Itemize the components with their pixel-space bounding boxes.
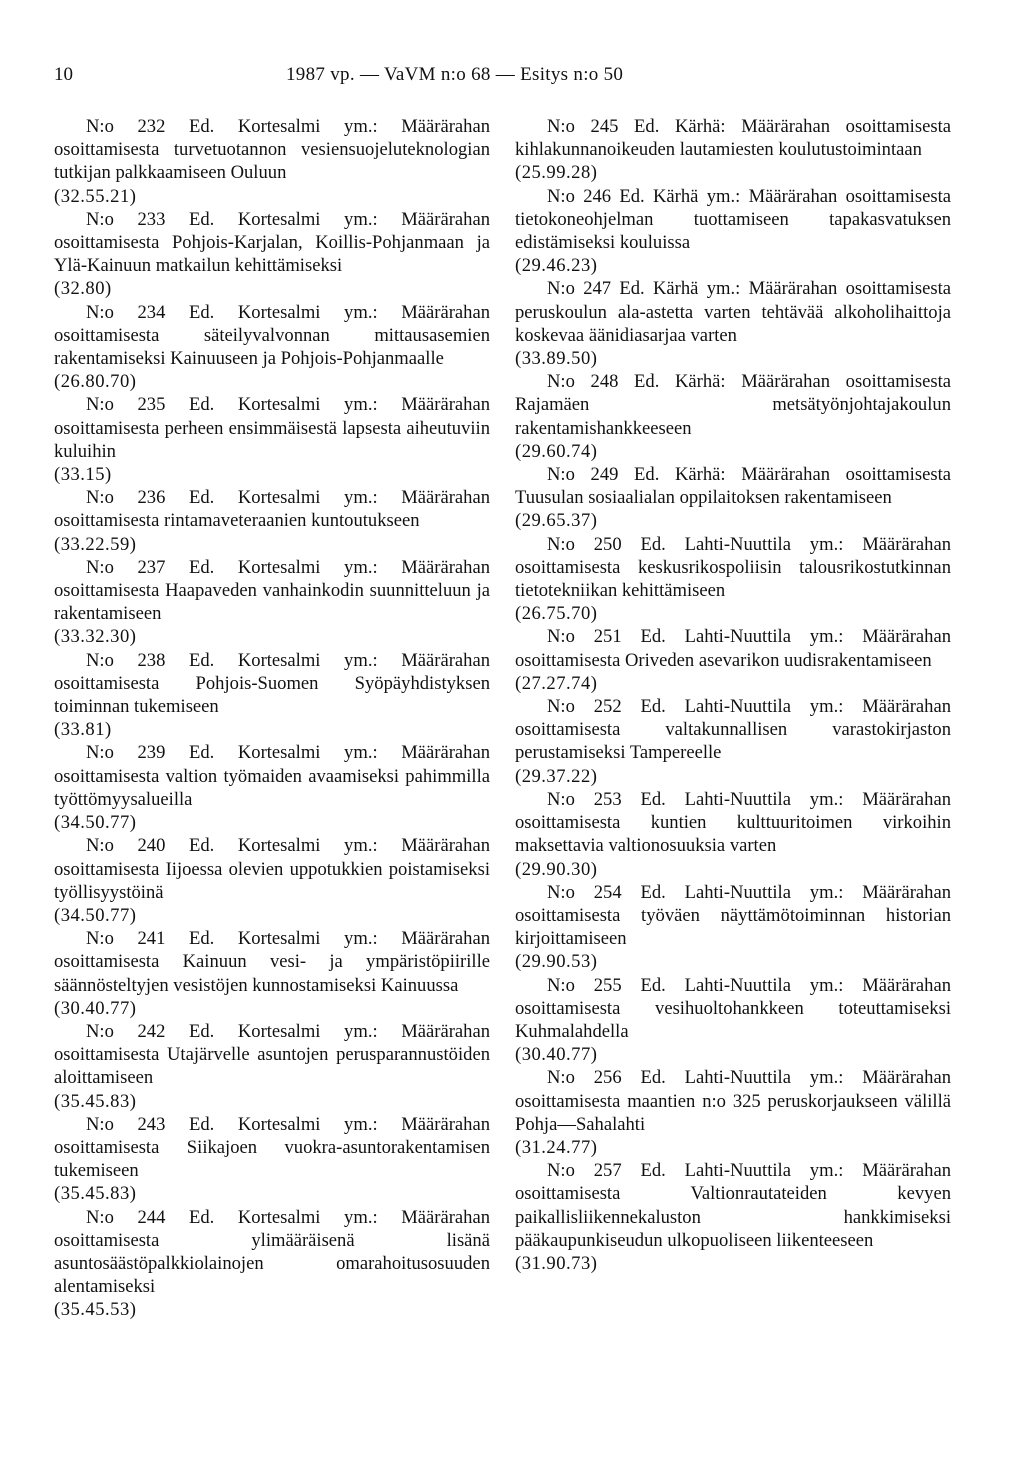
motion-text: N:o 252 Ed. Lahti-Nuuttila ym.: Määrärahan osoittamisesta valtakunnallisen varastokirjaston perustamiseksi Tampereelle [515, 696, 951, 764]
budget-code: (35.45.83) [54, 1090, 137, 1112]
budget-code: (31.90.73) [515, 1252, 598, 1274]
motion-entry [54, 486, 490, 556]
motion-text: N:o 233 Ed. Kortesalmi ym.: Määrärahan osoittamisesta Pohjois-Karjalan, Koillis-Pohjanmaan ja Ylä-Kainuun matkailun kehittämiseksi [54, 208, 490, 277]
motion-entry [54, 1206, 490, 1322]
running-title: 1987 vp. — VaVM n:o 68 — Esitys n:o 50 [286, 64, 624, 85]
motion-text: N:o 240 Ed. Kortesalmi ym.: Määrärahan osoittamisesta Iijoessa olevien uppotukkien poistamiseksi työllisyystöinä [54, 835, 490, 903]
motion-entry [515, 695, 951, 788]
motion-text: N:o 253 Ed. Lahti-Nuuttila ym.: Määrärahan osoittamisesta kuntien kulttuuritoimen virkoihin maksettavia valtionosuuksia varten [515, 788, 951, 857]
motion-text: N:o 250 Ed. Lahti-Nuuttila ym.: Määrärahan osoittamisesta keskusrikospoliisin talousrikostutkinnan tietotekniikan kehittämiseen [515, 533, 951, 602]
motion-text: N:o 243 Ed. Kortesalmi ym.: Määrärahan osoittamisesta Siikajoen vuokra-asuntorakentamisen tukemiseen [54, 1113, 490, 1182]
budget-code: (26.75.70) [515, 603, 598, 625]
motion-entry [515, 370, 951, 463]
budget-code: (29.90.30) [515, 858, 598, 880]
motion-text: N:o 257 Ed. Lahti-Nuuttila ym.: Määrärahan osoittamisesta Valtionrautateiden kevyen paikallisliikennekaluston hankkimiseksi pääkaupunkiseudun ulkopuoliseen liikenteeseen [515, 1160, 951, 1251]
motion-text: N:o 239 Ed. Kortesalmi ym.: Määrärahan osoittamisesta valtion työmaiden avaamiseksi pahimmilla työttömyysalueilla [54, 742, 490, 810]
budget-code: (25.99.28) [515, 162, 598, 184]
motion-entry [515, 881, 951, 974]
motion-text: N:o 242 Ed. Kortesalmi ym.: Määrärahan osoittamisesta Utajärvelle asuntojen perusparannustöiden aloittamiseen [54, 1020, 490, 1089]
motion-entry [54, 834, 490, 927]
motion-entry [54, 115, 490, 208]
motion-text: N:o 256 Ed. Lahti-Nuuttila ym.: Määrärahan osoittamisesta maantien n:o 325 peruskorjaukseen välillä Pohja—Sahalahti [515, 1067, 951, 1135]
motion-entry [515, 1159, 951, 1275]
motion-entry [515, 974, 951, 1067]
budget-code: (33.32.30) [54, 626, 137, 648]
motion-entry [54, 393, 490, 486]
budget-code: (29.37.22) [515, 765, 598, 787]
motion-entry [54, 208, 490, 301]
motion-entry [515, 1066, 951, 1159]
motion-entry [515, 185, 951, 278]
motion-entry [515, 115, 951, 185]
budget-code: (32.80) [54, 278, 112, 300]
budget-code: (32.55.21) [54, 185, 137, 207]
motion-text: N:o 235 Ed. Kortesalmi ym.: Määrärahan osoittamisesta perheen ensimmäisestä lapsesta aiheutuviin kuluihin [54, 394, 490, 462]
budget-code: (29.46.23) [515, 255, 598, 277]
left-column [54, 115, 490, 1322]
motion-entry [515, 625, 951, 695]
budget-code: (29.60.74) [515, 440, 598, 462]
budget-code: (34.50.77) [54, 812, 137, 834]
budget-code: (31.24.77) [515, 1136, 598, 1158]
motion-entry [54, 927, 490, 1020]
motion-entry [54, 1113, 490, 1206]
motion-entry [54, 741, 490, 834]
budget-code: (30.40.77) [54, 997, 137, 1019]
motion-text: N:o 254 Ed. Lahti-Nuuttila ym.: Määrärahan osoittamisesta työväen näyttämötoiminnan historian kirjoittamiseen [515, 881, 951, 950]
motion-entry [54, 649, 490, 742]
motion-text: N:o 246 Ed. Kärhä ym.: Määrärahan osoittamisesta tietokoneohjelman tuottamiseen tapakasvatuksen edistämiseksi kouluissa [515, 185, 951, 254]
motion-text: N:o 251 Ed. Lahti-Nuuttila ym.: Määrärahan osoittamisesta Oriveden asevarikon uudisrakentamiseen [515, 626, 951, 671]
motion-entry [54, 1020, 490, 1113]
budget-code: (33.81) [54, 719, 112, 741]
motion-entry [515, 277, 951, 370]
page-number: 10 [54, 64, 73, 85]
motion-entry [515, 463, 951, 533]
motion-text: N:o 236 Ed. Kortesalmi ym.: Määrärahan osoittamisesta rintamaveteraanien kuntoutukseen [54, 487, 490, 532]
budget-code: (26.80.70) [54, 371, 137, 393]
budget-code: (34.50.77) [54, 904, 137, 926]
motion-text: N:o 237 Ed. Kortesalmi ym.: Määrärahan osoittamisesta Haapaveden vanhainkodin suunnitteluun ja rakentamiseen [54, 556, 490, 625]
motion-text: N:o 249 Ed. Kärhä: Määrärahan osoittamisesta Tuusulan sosiaalialan oppilaitoksen rakentamiseen [515, 464, 951, 509]
motion-text: N:o 247 Ed. Kärhä ym.: Määrärahan osoittamisesta peruskoulun ala-astetta varten tehtävää alkoholihaittoja koskevaa äänidiasarjaa varten [515, 278, 951, 346]
motion-text: N:o 255 Ed. Lahti-Nuuttila ym.: Määrärahan osoittamisesta vesihuoltohankkeen toteuttamiseksi Kuhmalahdella [515, 974, 951, 1042]
motion-text: N:o 238 Ed. Kortesalmi ym.: Määrärahan osoittamisesta Pohjois-Suomen Syöpäyhdistyksen toiminnan tukemiseen [54, 649, 490, 718]
budget-code: (33.22.59) [54, 533, 137, 555]
motion-text: N:o 248 Ed. Kärhä: Määrärahan osoittamisesta Rajamäen metsätyönjohtajakoulun rakentamishankkeeseen [515, 371, 951, 439]
budget-code: (27.27.74) [515, 672, 598, 694]
budget-code: (30.40.77) [515, 1044, 598, 1066]
motion-entry [515, 533, 951, 626]
motion-text: N:o 244 Ed. Kortesalmi ym.: Määrärahan osoittamisesta ylimääräisenä lisänä asuntosäästöpalkkiolainojen omarahoitusosuuden alentamiseksi [54, 1206, 490, 1298]
budget-code: (35.45.53) [54, 1299, 137, 1321]
motion-entry [54, 556, 490, 649]
budget-code: (33.15) [54, 464, 112, 486]
motion-text: N:o 234 Ed. Kortesalmi ym.: Määrärahan osoittamisesta säteilyvalvonnan mittausasemien rakentamiseksi Kainuuseen ja Pohjois-Pohjanmaalle [54, 301, 490, 370]
motion-text: N:o 245 Ed. Kärhä: Määrärahan osoittamisesta kihlakunnanoikeuden lautamiesten koulutustoimintaan [515, 116, 951, 161]
motion-entry [54, 301, 490, 394]
motion-text: N:o 241 Ed. Kortesalmi ym.: Määrärahan osoittamisesta Kainuun vesi- ja ympäristöpiirille säännösteltyjen vesistöjen kunnostamiseksi Kainuussa [54, 928, 490, 996]
page-header [0, 60, 1024, 90]
budget-code: (33.89.50) [515, 348, 598, 370]
budget-code: (35.45.83) [54, 1183, 137, 1205]
budget-code: (29.65.37) [515, 510, 598, 532]
motion-entry [515, 788, 951, 881]
budget-code: (29.90.53) [515, 951, 598, 973]
right-column [515, 115, 951, 1275]
motion-text: N:o 232 Ed. Kortesalmi ym.: Määrärahan osoittamisesta turvetuotannon vesiensuojeluteknologian tutkijan palkkaamiseen Ouluun [54, 116, 490, 184]
